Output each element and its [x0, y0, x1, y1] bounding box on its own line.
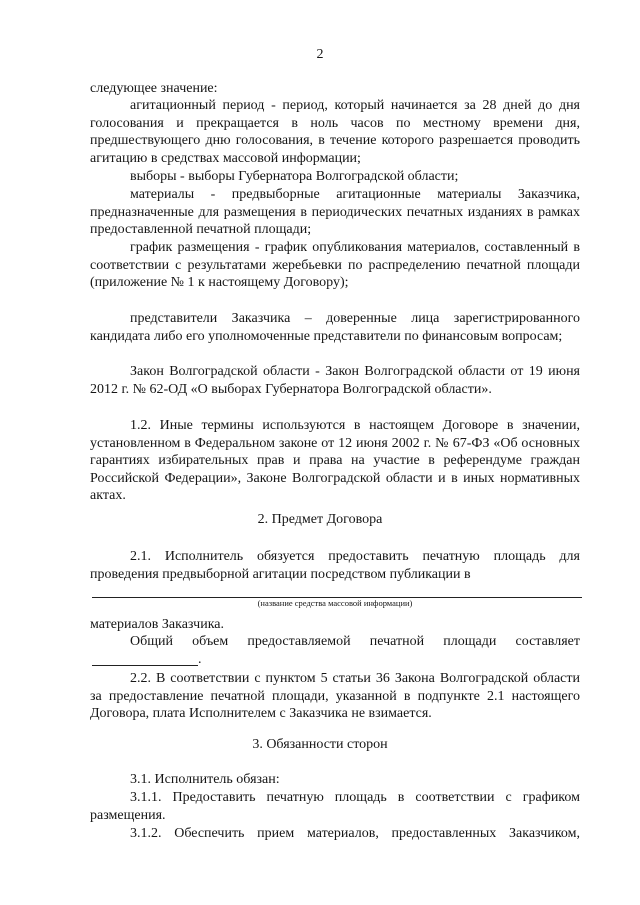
page-number: 2	[316, 47, 324, 62]
definition-representatives: представители Заказчика – доверенные лица зарегистрированного кандидата либо его уполномоченные представители по финансовым вопросам;	[90, 311, 580, 344]
definition-elections: выборы - выборы Губернатора Волгоградской области;	[130, 169, 459, 184]
section-3-heading: 3. Обязанности сторон	[252, 737, 388, 752]
paragraph-2-2: 2.2. В соответствии с пунктом 5 статьи 36 Закона Волгоградской области за предоставление печатной площади, указанной в подпункте 2.1 настоящего Договора, плата Исполнителем с Заказчика не взимается.	[90, 671, 580, 722]
volume-period: .	[198, 652, 202, 667]
paragraph-3-1-2: 3.1.2. Обеспечить прием материалов, предоставленных Заказчиком,	[130, 826, 580, 841]
intro-line: следующее значение:	[90, 81, 218, 96]
paragraph-1-2: 1.2. Иные термины используются в настоящем Договоре в значении, установленном в Федеральном законе от 12 июня 2002 г. № 67-ФЗ «Об основных гарантиях избирательных прав и права на участие в референдуме граждан Российской Федерации», Законе Волгоградской области и в иных нормативных актах.	[90, 418, 580, 504]
definition-schedule: график размещения - график опубликования материалов, составленный в соответствии с результатами жеребьевки по распределению печатной площади (приложение № 1 к настоящему Договору);	[90, 240, 580, 291]
paragraph-2-1-volume: Общий объем предоставляемой печатной площади составляет	[130, 634, 580, 649]
definition-agitation-period: агитационный период - период, который начинается за 28 дней до дня голосования и прекращается в ноль часов по местному времени дня, предшествующего дню голосования, в течение которого разрешается проводить агитацию в средствах массовой информации;	[90, 98, 580, 166]
definition-materials: материалы - предвыборные агитационные материалы Заказчика, предназначенные для размещения в периодических печатных изданиях в рамках предоставленной печатной площади;	[90, 187, 580, 238]
paragraph-2-1-end: материалов Заказчика.	[90, 617, 224, 632]
paragraph-3-1-1: 3.1.1. Предоставить печатную площадь в соответствии с графиком размещения.	[90, 790, 580, 823]
volume-fill-line	[92, 665, 198, 666]
media-name-caption: (название средства массовой информации)	[257, 598, 413, 608]
paragraph-2-1: 2.1. Исполнитель обязуется предоставить печатную площадь для проведения предвыборной агитации посредством публикации в	[90, 549, 580, 582]
paragraph-3-1: 3.1. Исполнитель обязан:	[130, 772, 280, 787]
definition-regional-law: Закон Волгоградской области - Закон Волгоградской области от 19 июня 2012 г. № 62-ОД «О выборах Губернатора Волгоградской области».	[90, 364, 580, 397]
section-2-heading: 2. Предмет Договора	[257, 512, 383, 527]
